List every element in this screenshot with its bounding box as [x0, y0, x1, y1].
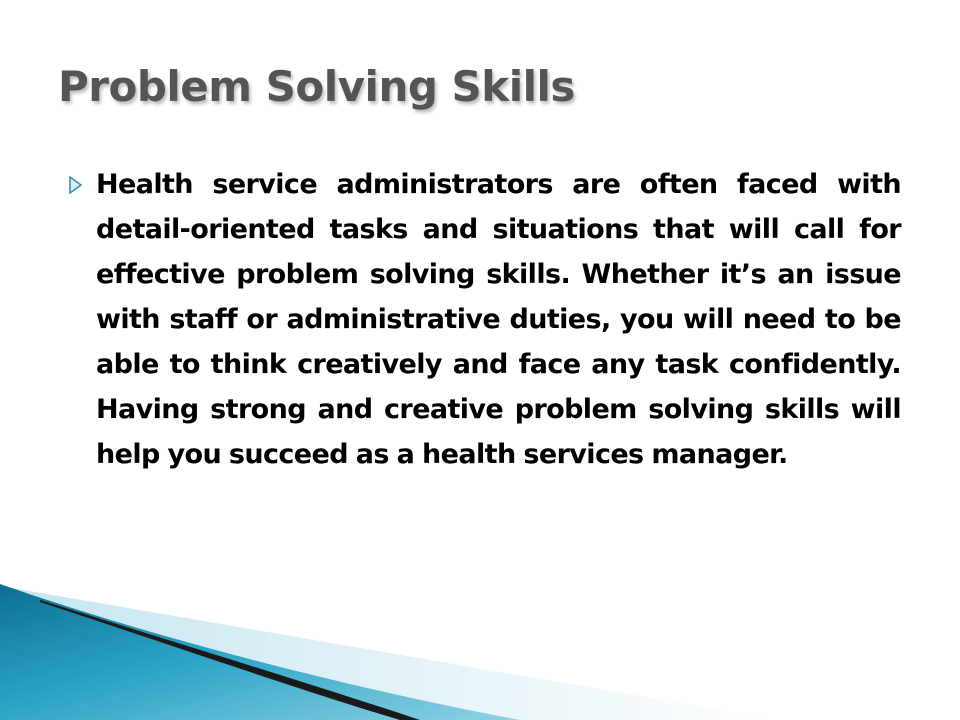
- bullet-text: Health service administrators are often faced with detail-oriented tasks and situations that will call for effective problem solving skills. Whether it’s an issue with staff or administrative duties, you will need to be able to think creatively and face any task confidently. Having strong and creative problem solving skills will help you succeed as a health services manager.: [96, 169, 901, 470]
- triangle-bullet-icon: [68, 176, 82, 194]
- slide-title: Problem Solving Skills: [58, 62, 575, 111]
- decorative-swoosh-graphic: [0, 580, 960, 720]
